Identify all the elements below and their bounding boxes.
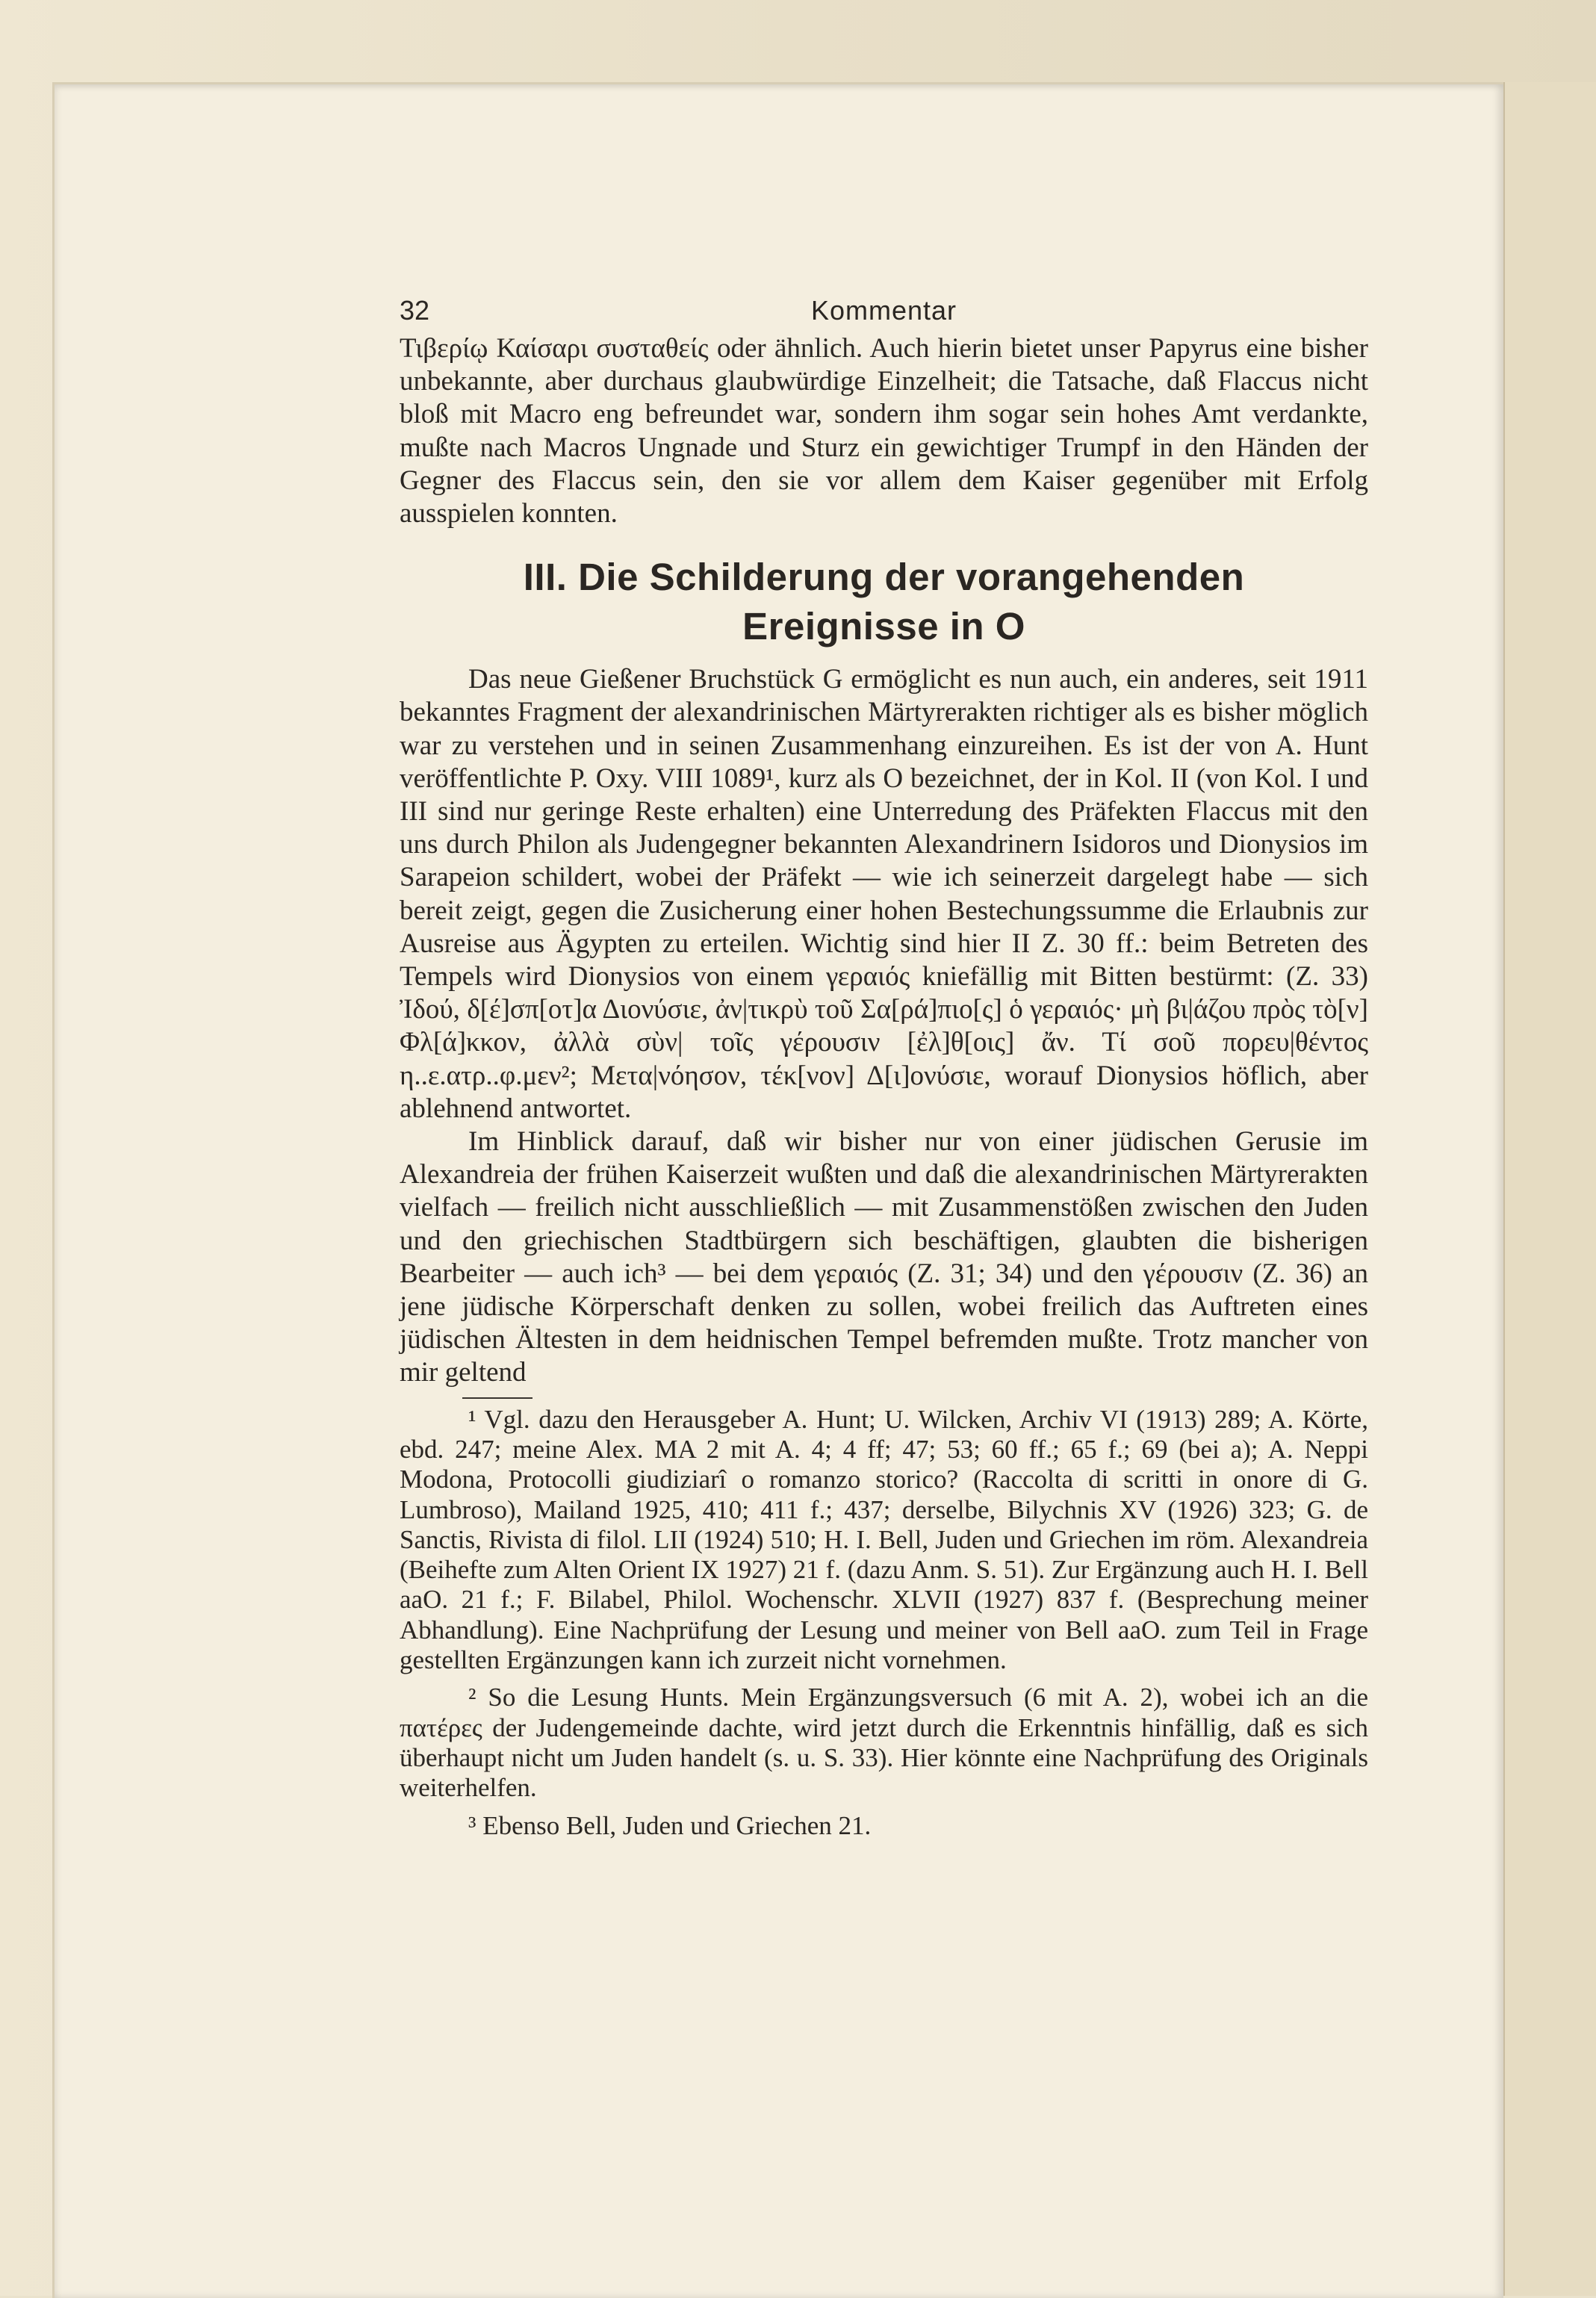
- paragraph-1: Τιβερίῳ Καίσαρι συσταθείς oder ähnlich. Auch hierin bietet unser Papyrus eine bisher unbekannte, aber durchaus glaubwürdige Einzelheit; die Tatsache, daß Flaccus nicht bloß mit Macro eng befreundet war, sondern ihm sogar sein hohes Amt verdankte, mußte nach Macros Ungnade und Sturz ein gewichtiger Trumpf in den Händen der Gegner des Flaccus sein, den sie vor allem dem Kaiser gegenüber mit Erfolg ausspielen konnten.: [400, 333, 1368, 530]
- facing-page-edge: [1503, 82, 1596, 2296]
- paragraph-2: Das neue Gießener Bruchstück G ermöglicht es nun auch, ein anderes, seit 1911 bekanntes Fragment der alexandrinischen Märtyrerakten richtiger als es bisher möglich war zu verstehen und in seinen Zusammenhang einzureihen. Es ist der von A. Hunt veröffentlichte P. Oxy. VIII 1089¹, kurz als O bezeichnet, der in Kol. II (von Kol. I und III sind nur geringe Reste erhalten) eine Unterredung des Präfekten Flaccus mit den uns durch Philon als Judengegner bekannten Alexandrinern Isidoros und Dionysios im Sarapeion schildert, wobei der Präfekt — wie ich seinerzeit dargelegt habe — sich bereit zeigt, gegen die Zusicherung einer hohen Bestechungssumme die Erlaubnis zur Ausreise aus Ägypten zu erteilen. Wichtig sind hier II Z. 30 ff.: beim Betreten des Tempels wird Dionysios von einem γεραιός kniefällig mit Bitten bestürmt: (Z. 33) Ἰδού, δ[έ]σπ[οτ]α Διονύσιε, ἀν|τικρὺ τοῦ Σα[ρά]πιο[ς] ὁ γεραιός· μὴ βι|άζου πρὸς τὸ[ν] Φλ[ά]κκον, ἀλλὰ σὺν| τοῖς γέρουσιν [ἐλ]θ[οις] ἄν. Τί σοῦ πορευ|θέντος η..ε.ατρ..φ.μεν²; Μετα|νόησον, τέκ[νον] Δ[ι]ονύσιε, worauf Dionysios höflich, aber ablehnend antwortet.: [400, 664, 1368, 1124]
- running-head: Kommentar: [810, 295, 957, 326]
- footnote-1: ¹ Vgl. dazu den Herausgeber A. Hunt; U. Wilcken, Archiv VI (1913) 289; A. Körte, ebd. 247; meine Alex. MA 2 mit A. 4; 4 ff; 47; 53; 60 ff.; 65 f.; 69 (bei a); A. Neppi Modona, Protocolli giudiziarî o romanzo storico? (Raccolta di scritti in onore di G. Lumbroso), Mailand 1925, 410; 411 f.; 437; derselbe, Bilychnis XV (1926) 323; G. de Sanctis, Rivista di filol. LII (1924) 510; H. I. Bell, Juden und Griechen im röm. Alexandreia (Beihefte zum Alten Orient IX 1927) 21 f. (dazu Anm. S. 51). Zur Ergänzung auch H. I. Bell aaO. 21 f.; F. Bilabel, Philol. Wochenschr. XLVII (1927) 837 f. (Besprechung meiner Abhandlung). Eine Nachprüfung der Lesung und meiner von Bell aaO. zum Teil in Frage gestellten Ergänzungen kann ich zurzeit nicht vornehmen.: [400, 1404, 1368, 1675]
- section-heading: [400, 553, 1368, 651]
- footnote-2: ² So die Lesung Hunts. Mein Ergänzungsversuch (6 mit A. 2), wobei ich an die πατέρες der Judengemeinde dachte, wird jetzt durch die Erkenntnis hinfällig, daß es sich überhaupt nicht um Juden handelt (s. u. S. 33). Hier könnte eine Nachprüfung des Originals weiterhelfen.: [400, 1683, 1368, 1803]
- page-content: [400, 295, 1368, 1848]
- section-heading-line-2: Ereignisse in O: [742, 605, 1025, 648]
- footnotes: [400, 1405, 1368, 1841]
- footnote-rule: [462, 1397, 532, 1399]
- body-text: [400, 332, 1368, 1390]
- page-number: 32: [400, 295, 430, 326]
- page-header: [400, 295, 1368, 332]
- section-heading-line-1: III. Die Schilderung der vorangehenden: [523, 556, 1245, 599]
- paragraph-3: Im Hinblick darauf, daß wir bisher nur von einer jüdischen Gerusie im Alexandreia der frühen Kaiserzeit wußten und daß die alexandrinischen Märtyrerakten vielfach — freilich nicht ausschließlich — mit Zusammenstößen zwischen den Juden und den griechischen Stadtbürgern sich beschäftigen, glaubten die bisherigen Bearbeiter — auch ich³ — bei dem γεραιός (Z. 31; 34) und den γέρουσιν (Z. 36) an jene jüdische Körperschaft denken zu sollen, wobei freilich das Auftreten eines jüdischen Ältesten in dem heidnischen Tempel befremden mußte. Trotz mancher von mir geltend: [400, 1126, 1368, 1388]
- footnote-3: ³ Ebenso Bell, Juden und Griechen 21.: [468, 1810, 872, 1840]
